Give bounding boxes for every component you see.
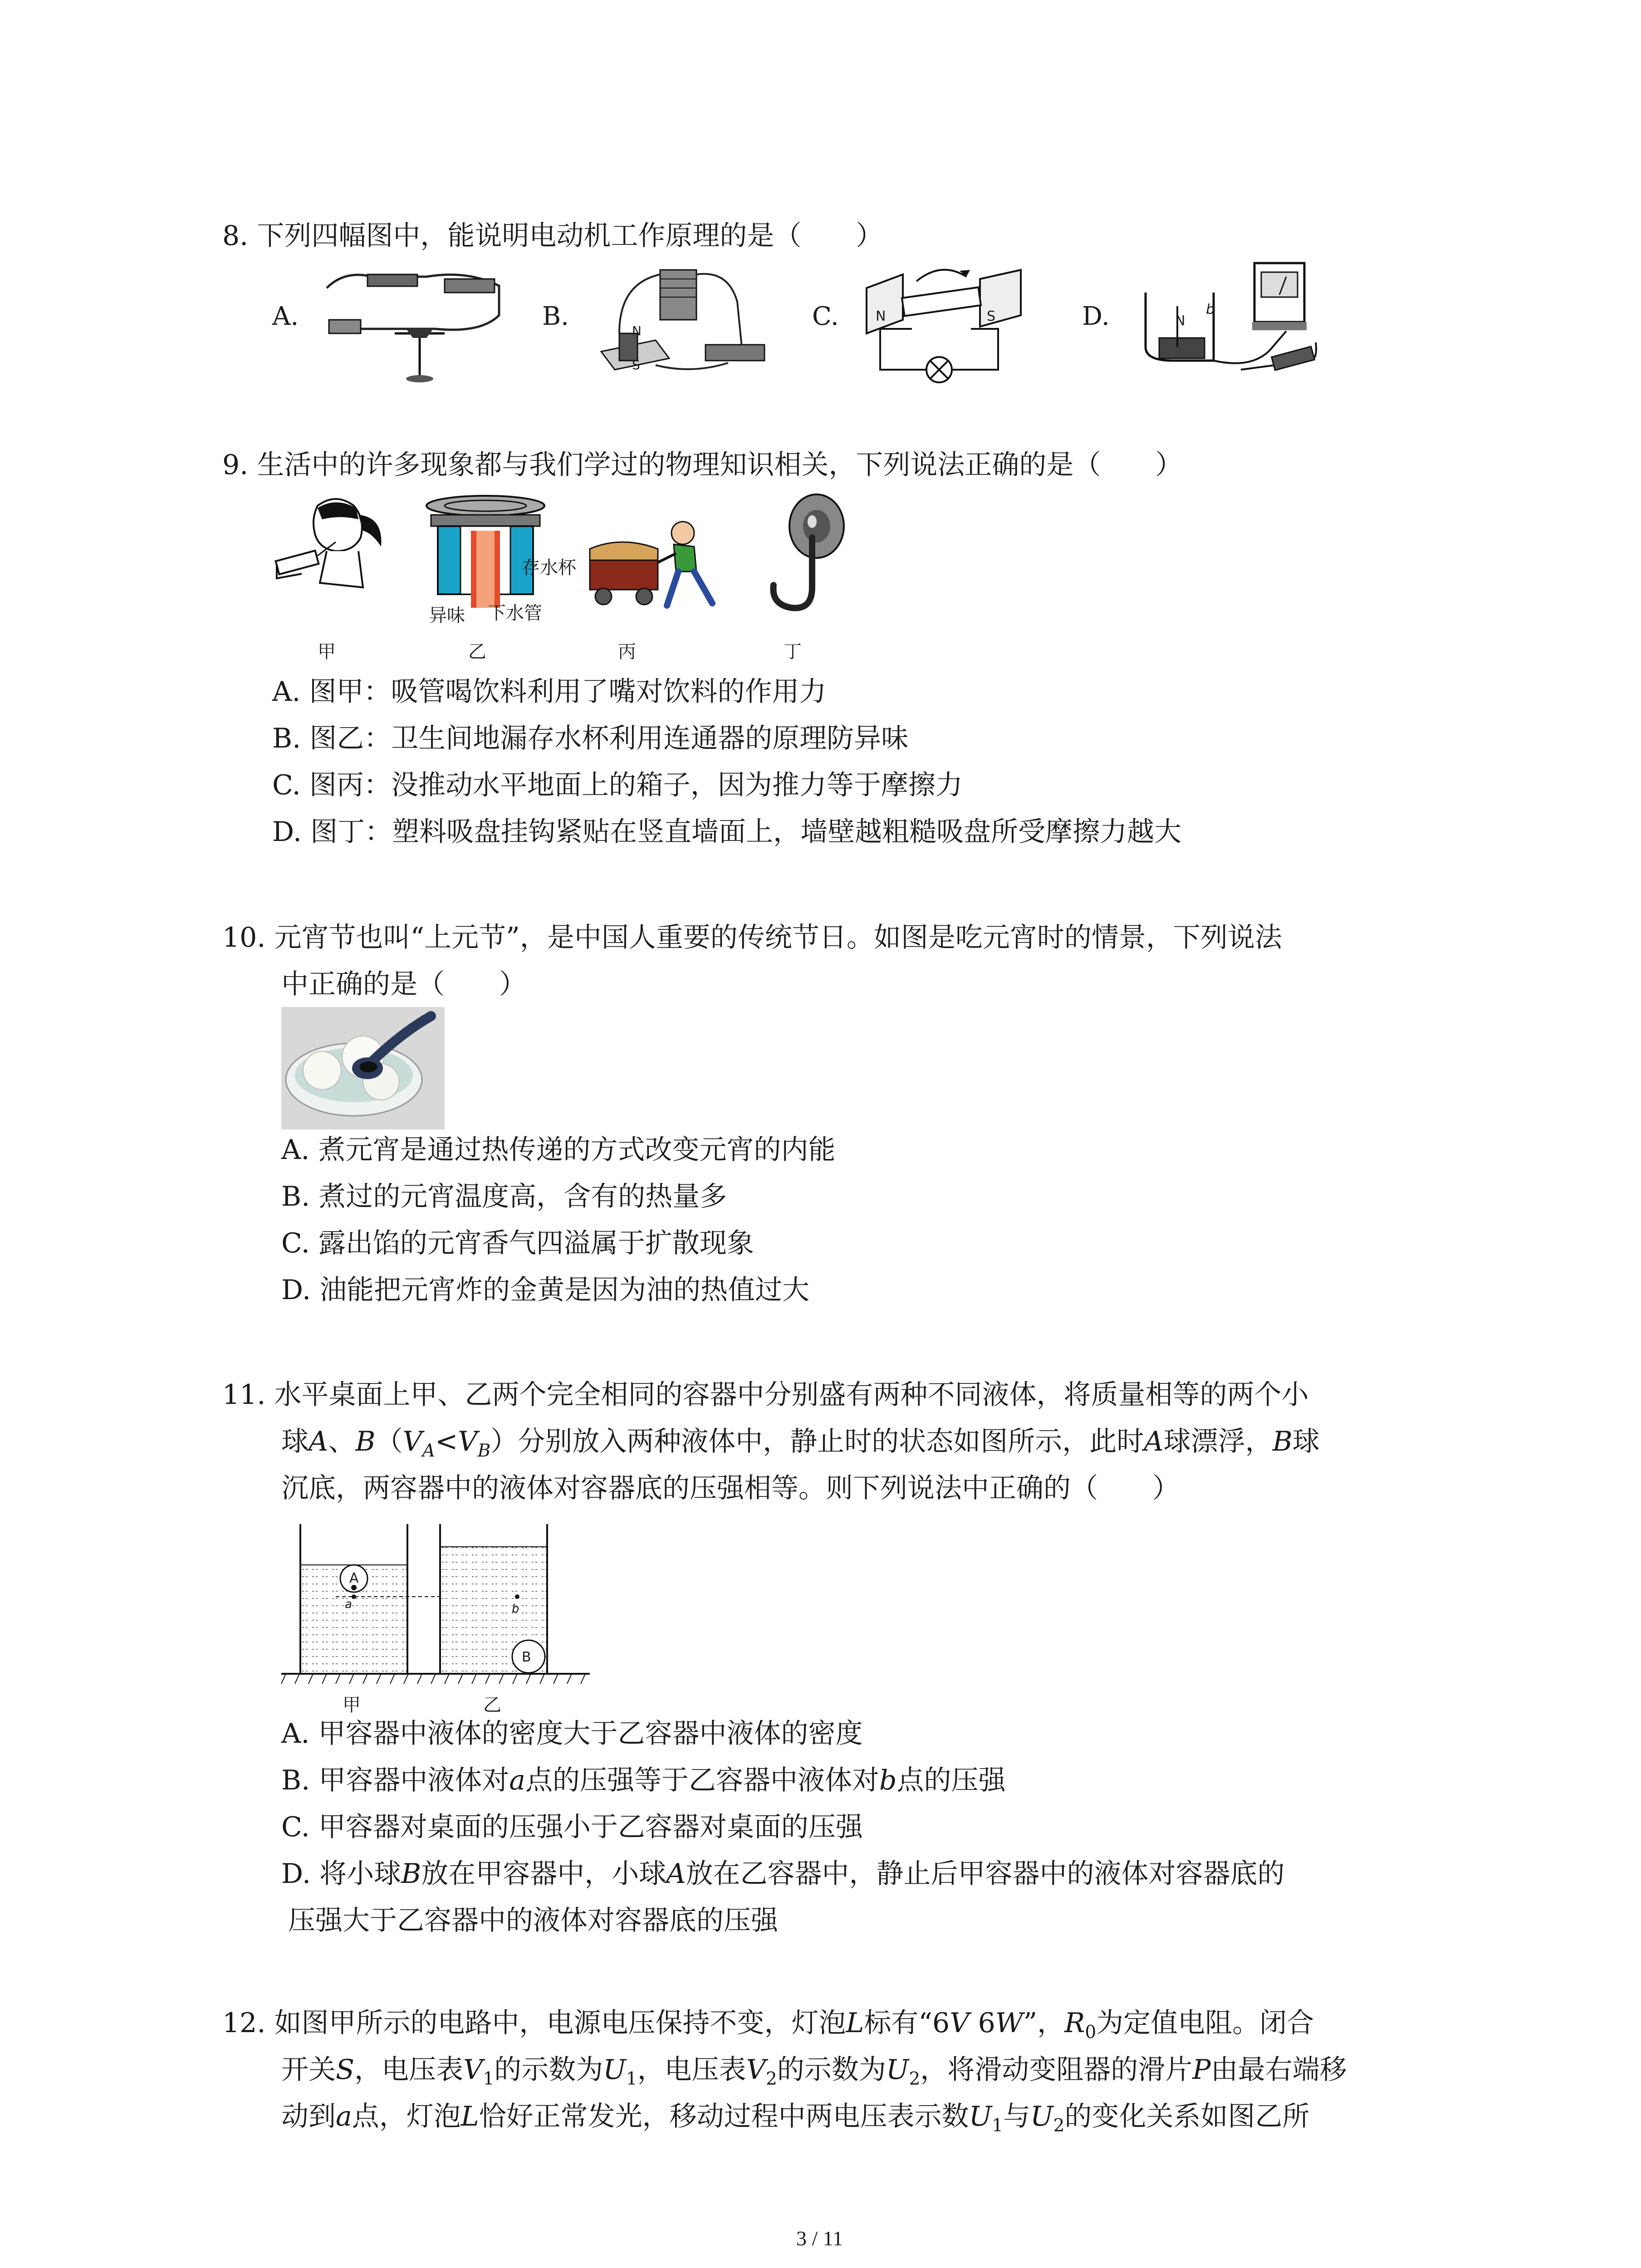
q8-stem: 8. 下列四幅图中，能说明电动机工作原理的是（ ） — [222, 220, 883, 252]
q9-stem: 9. 生活中的许多现象都与我们学过的物理知识相关，下列说法正确的是（ ） — [222, 449, 1183, 481]
q9-option-b: B. 图乙：卫生间地漏存水杯利用连通器的原理防异味 — [272, 723, 909, 754]
q11-point-b-mark: b — [512, 1602, 519, 1616]
q11-option-a: A. 甲容器中液体的密度大于乙容器中液体的密度 — [281, 1718, 863, 1750]
q9-figure-ding-suction-hook — [753, 492, 848, 624]
q11-ball-a-mark: A — [349, 1570, 359, 1586]
q8-option-b-label: B. — [542, 302, 569, 331]
q12-line1: 12. 如图甲所示的电路中，电源电压保持不变，灯泡L标有“6V 6W”，$R_0$为定值电阻。闭合 — [222, 2007, 1314, 2043]
q8-option-c-label: C. — [812, 302, 839, 331]
q9-option-c: C. 图丙：没推动水平地面上的箱子，因为推力等于摩擦力 — [272, 769, 963, 801]
q8-option-a-label: A. — [272, 302, 299, 331]
q11-point-a-mark: a — [345, 1598, 352, 1611]
q9-yi-label-cup: 存水杯 — [522, 557, 576, 578]
q10-option-a: A. 煮元宵是通过热传递的方式改变元宵的内能 — [281, 1134, 836, 1166]
q9-yi-label-smell: 异味 — [429, 605, 465, 626]
q10-option-c: C. 露出馅的元宵香气四溢属于扩散现象 — [281, 1227, 754, 1259]
q9-label-bing: 丙 — [618, 641, 636, 662]
q8-d-label-b: b — [1206, 302, 1215, 318]
q11-figure-containers — [281, 1515, 590, 1696]
q8-figure-b — [592, 261, 774, 392]
q10-stem-line2: 中正确的是（ ） — [281, 968, 526, 1000]
q9-label-jia: 甲 — [318, 641, 336, 662]
q11-label-yi: 乙 — [483, 1695, 501, 1716]
q8-c-magnet-s: S — [987, 308, 996, 324]
q10-figure-yuanxiao-bowl — [281, 1007, 445, 1129]
q9-figure-bing-pushing-cart — [585, 517, 735, 612]
q10-option-d: D. 油能把元宵炸的金黄是因为油的热值过大 — [281, 1274, 810, 1306]
q8-figure-a — [318, 261, 508, 392]
q8-figure-c — [862, 261, 1030, 392]
q9-figure-jia-girl-straw — [268, 492, 390, 606]
q11-stem-line3: 沉底，两容器中的液体对容器底的压强相等。则下列说法中正确的（ ） — [281, 1472, 1180, 1504]
q11-stem-line1: 11. 水平桌面上甲、乙两个完全相同的容器中分别盛有两种不同液体，将质量相等的两个小 — [222, 1379, 1309, 1411]
q9-label-ding: 丁 — [784, 641, 802, 662]
q9-yi-label-pipe: 下水管 — [488, 603, 542, 624]
q11-option-b: B. 甲容器中液体对a点的压强等于乙容器中液体对b点的压强 — [281, 1765, 1006, 1796]
q9-option-a: A. 图甲：吸管喝饮料利用了嘴对饮料的作用力 — [272, 676, 827, 708]
q12-line3: 动到a点，灯泡L恰好正常发光，移动过程中两电压表示数$U_1$与$U_2$的变化关系如图乙所 — [281, 2101, 1310, 2136]
q10-stem-line1: 10. 元宵节也叫“上元节”，是中国人重要的传统节日。如图是吃元宵时的情景，下列说法 — [222, 922, 1282, 953]
q8-figure-d — [1136, 256, 1327, 392]
q8-c-magnet-n: N — [876, 308, 886, 324]
q11-label-jia: 甲 — [343, 1695, 361, 1716]
q11-stem-line2: 球A、$B(V_A<V_B)$分别放入两种液体中，静止时的状态如图所示，此时A球漂浮，B球 — [281, 1426, 1320, 1461]
q9-label-yi: 乙 — [468, 641, 486, 662]
q8-b-magnet-n: N — [632, 323, 642, 338]
q8-d-label-n: N — [1175, 313, 1185, 329]
page-number: 3 / 11 — [796, 2227, 843, 2250]
q11-ball-b-mark: B — [522, 1649, 531, 1665]
q12-line2: 开关S，电压表$V_1$的示数为$U_1$，电压表$V_2$的示数为$U_2$，将滑动变阻器的滑片P由最右端移 — [281, 2054, 1347, 2089]
q8-b-magnet-s: S — [632, 357, 640, 372]
q10-option-b: B. 煮过的元宵温度高，含有的热量多 — [281, 1181, 727, 1212]
q11-option-c: C. 甲容器对桌面的压强小于乙容器对桌面的压强 — [281, 1811, 863, 1843]
q11-option-d-line1: D. 将小球B放在甲容器中，小球A放在乙容器中，静止后甲容器中的液体对容器底的 — [281, 1858, 1285, 1890]
q11-option-d-line2: 压强大于乙容器中的液体对容器底的压强 — [288, 1905, 778, 1936]
q9-option-d: D. 图丁：塑料吸盘挂钩紧贴在竖直墙面上，墙壁越粗糙吸盘所受摩擦力越大 — [272, 816, 1182, 848]
q8-option-d-label: D. — [1082, 302, 1110, 331]
